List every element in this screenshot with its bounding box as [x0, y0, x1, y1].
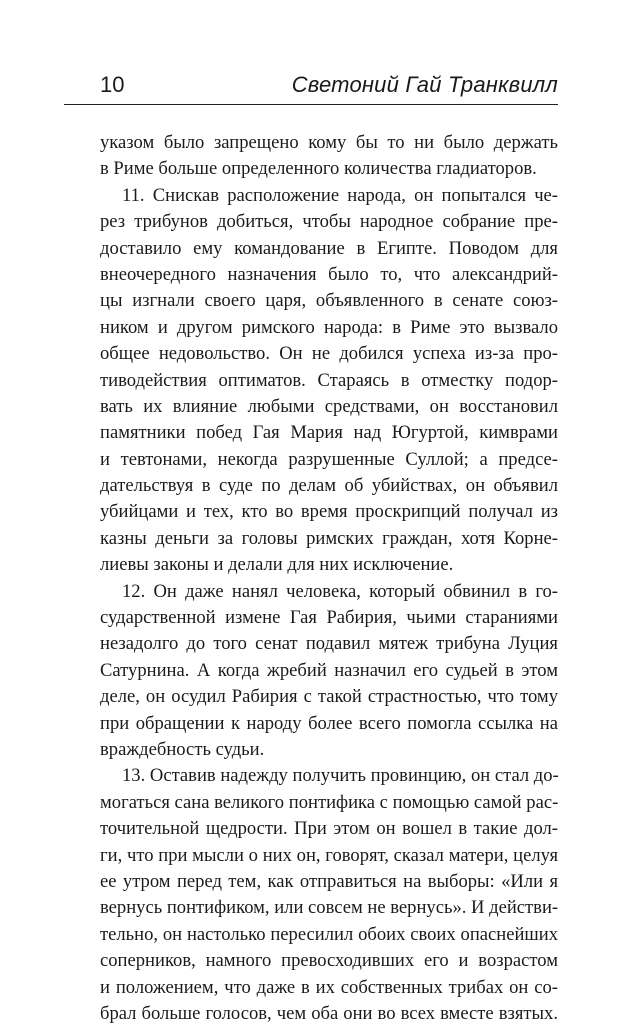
text-line: незадолго до того сенат подавил мятеж трибуна Луция — [100, 633, 558, 655]
text-line: сударственной измене Гая Рабирия, чьими стараниями — [100, 607, 558, 629]
text-line: 13. Оставив надежду получить провинцию, он стал до- — [122, 765, 559, 787]
text-line: тиводействия оптиматов. Стараясь в отместку подор- — [100, 369, 558, 391]
text-line: рез трибунов добиться, чтобы народное собрание пре- — [100, 211, 558, 233]
text-line: ником и другом римского народа: в Риме это вызвало — [100, 316, 558, 338]
text-line: общее недовольство. Он не добился успеха из-за про- — [100, 343, 558, 365]
page-number: 10 — [100, 72, 125, 97]
text-line: 12. Он даже нанял человека, который обвинил в го- — [122, 580, 558, 602]
text-line: соперников, намного превосходивших его и возрастом — [100, 950, 558, 972]
text-line: точительной щедрости. При этом он вошел в такие дол- — [100, 818, 558, 840]
text-line: лиевы законы и делали для них исключение. — [100, 554, 454, 576]
body-text — [100, 130, 558, 1027]
text-line: цы изгнали своего царя, объявленного в сенате союз- — [100, 290, 558, 312]
text-line: указом было запрещено кому бы то ни было держать — [100, 132, 558, 153]
text-line: Сатурнина. А когда жребий назначил его судьей в этом — [100, 659, 558, 681]
text-line: 11. Снискав расположение народа, он попытался че- — [122, 184, 558, 206]
text-line: вать их влияние любыми средствами, он восстановил — [100, 395, 558, 417]
text-line: и тевтонами, некогда разрушенные Суллой; а предсе- — [100, 448, 558, 470]
running-head: Светоний Гай Транквилл — [291, 72, 558, 97]
text-line: тельно, он настолько пересилил обоих своих опаснейших — [100, 923, 558, 945]
text-line: убийцами и тех, кто во время проскрипций получал из — [100, 501, 558, 523]
text-line: брал больше голосов, чем оба они во всех вместе взятых. — [100, 1002, 558, 1024]
text-line: памятники побед Гая Мария над Югуртой, кимврами — [100, 422, 558, 444]
text-line: деле, он осудил Рабирия с такой страстностью, что тому — [100, 686, 558, 708]
text-line: могаться сана великого понтифика с помощью самой рас- — [100, 791, 559, 813]
text-line: враждебность судьи. — [100, 738, 265, 760]
text-line: ги, что при мысли о них он, говорят, сказал матери, целуя — [100, 844, 558, 866]
text-line: в Риме больше определенного количества гладиаторов. — [100, 158, 537, 180]
text-line: внеочередного назначения было то, что александрий- — [100, 263, 558, 285]
text-line: и положением, что даже в их собственных трибах он со- — [100, 976, 558, 998]
text-line: доставило ему командование в Египте. Поводом для — [100, 237, 558, 259]
text-line: вернусь понтификом, или совсем не вернусь». И действи- — [100, 897, 559, 919]
text-line: дательствуя в суде по делам об убийствах, он объявил — [100, 475, 558, 497]
text-line: казны деньги за головы римских граждан, хотя Корне- — [100, 527, 558, 549]
text-line: ее утром перед тем, как отправиться на выборы: «Или я — [100, 870, 558, 892]
page-header — [64, 68, 558, 105]
text-line: при обращении к народу более всего помогла ссылка на — [100, 712, 558, 734]
